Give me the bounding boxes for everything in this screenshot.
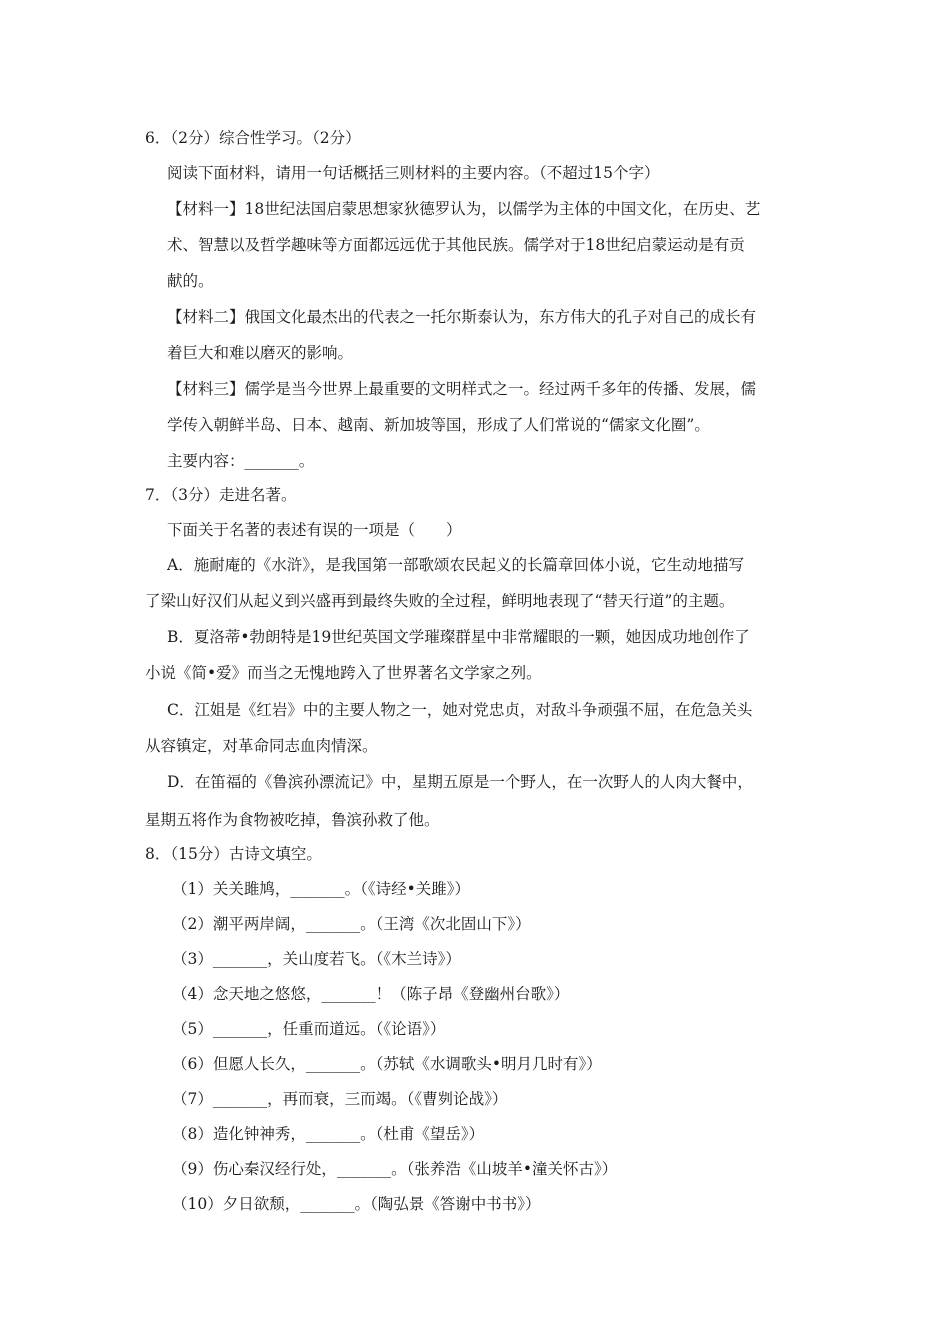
q6-material1-line3: 献的。 bbox=[167, 272, 214, 290]
q7-option-d-line2: 星期五将作为食物被吃掉，鲁滨孙救了他。 bbox=[145, 811, 440, 829]
q7-option-b-line1: B．夏洛蒂•勃朗特是19世纪英国文学璀璨群星中非常耀眼的一颗，她因成功地创作了 bbox=[167, 628, 750, 646]
q7-option-a-line2: 了梁山好汉们从起义到兴盛再到最终失败的全过程，鲜明地表现了“替天行道”的主题。 bbox=[145, 592, 735, 610]
q6-material1-line2: 术、智慧以及哲学趣味等方面都远远优于其他民族。儒学对于18世纪启蒙运动是有贡 bbox=[167, 236, 745, 254]
q7-option-c-line1: C．江姐是《红岩》中的主要人物之一，她对党忠贞，对敌斗争顽强不屈，在危急关头 bbox=[167, 701, 753, 719]
q6-material3-line1: 【材料三】儒学是当今世界上最重要的文明样式之一。经过两千多年的传播、发展，儒 bbox=[167, 380, 757, 398]
q8-item: （3）_______，关山度若飞。（《木兰诗》） bbox=[172, 950, 461, 968]
q6-material2-line2: 着巨大和难以磨灭的影响。 bbox=[167, 344, 354, 362]
q8-item: （7）_______，再而衰，三而竭。（《曹刿论战》） bbox=[172, 1090, 508, 1108]
q7-option-d-line1: D．在笛福的《鲁滨孙漂流记》中，星期五原是一个野人，在一次野人的人肉大餐中， bbox=[167, 773, 753, 791]
q6-material3-line2: 学传入朝鲜半岛、日本、越南、新加坡等国，形成了人们常说的“儒家文化圈”。 bbox=[167, 416, 710, 434]
q7-option-b-line2: 小说《简•爱》而当之无愧地跨入了世界著名文学家之列。 bbox=[145, 664, 542, 682]
q6-header: 6．（2分）综合性学习。（2分） bbox=[145, 129, 361, 147]
q6-material1-line1: 【材料一】18世纪法国启蒙思想家狄德罗认为，以儒学为主体的中国文化，在历史、艺 bbox=[167, 200, 761, 218]
q6-material2-line1: 【材料二】俄国文化最杰出的代表之一托尔斯泰认为，东方伟大的孔子对自己的成长有 bbox=[167, 308, 757, 326]
q8-item: （10）夕日欲颓，_______。（陶弘景《答谢中书书》） bbox=[172, 1195, 541, 1213]
q8-item: （6）但愿人长久，_______。（苏轼《水调歌头•明月几时有》） bbox=[172, 1055, 602, 1073]
q8-item: （5）_______，任重而道远。（《论语》） bbox=[172, 1020, 446, 1038]
q7-stem: 下面关于名著的表述有误的一项是（ ） bbox=[167, 521, 462, 539]
q6-intro: 阅读下面材料，请用一句话概括三则材料的主要内容。（不超过15个字） bbox=[167, 164, 660, 182]
q8-header: 8．（15分）古诗文填空。 bbox=[145, 845, 322, 863]
q8-item: （4）念天地之悠悠，_______！（陈子昂《登幽州台歌》） bbox=[172, 985, 570, 1003]
q7-header: 7．（3分）走进名著。 bbox=[145, 486, 297, 504]
q7-option-c-line2: 从容镇定，对革命同志血肉情深。 bbox=[145, 737, 378, 755]
q8-item: （8）造化钟神秀，_______。（杜甫《望岳》） bbox=[172, 1125, 485, 1143]
q8-item: （1）关关雎鸠，_______。（《诗经•关雎》） bbox=[172, 880, 471, 898]
q6-answer-blank: 主要内容：_______。 bbox=[167, 452, 315, 470]
q8-item: （9）伤心秦汉经行处，_______。（张养浩《山坡羊•潼关怀古》） bbox=[172, 1160, 618, 1178]
q8-item: （2）潮平两岸阔，_______。（王湾《次北固山下》） bbox=[172, 915, 531, 933]
q7-option-a-line1: A．施耐庵的《水浒》，是我国第一部歌颂农民起义的长篇章回体小说，它生动地描写 bbox=[167, 556, 744, 574]
